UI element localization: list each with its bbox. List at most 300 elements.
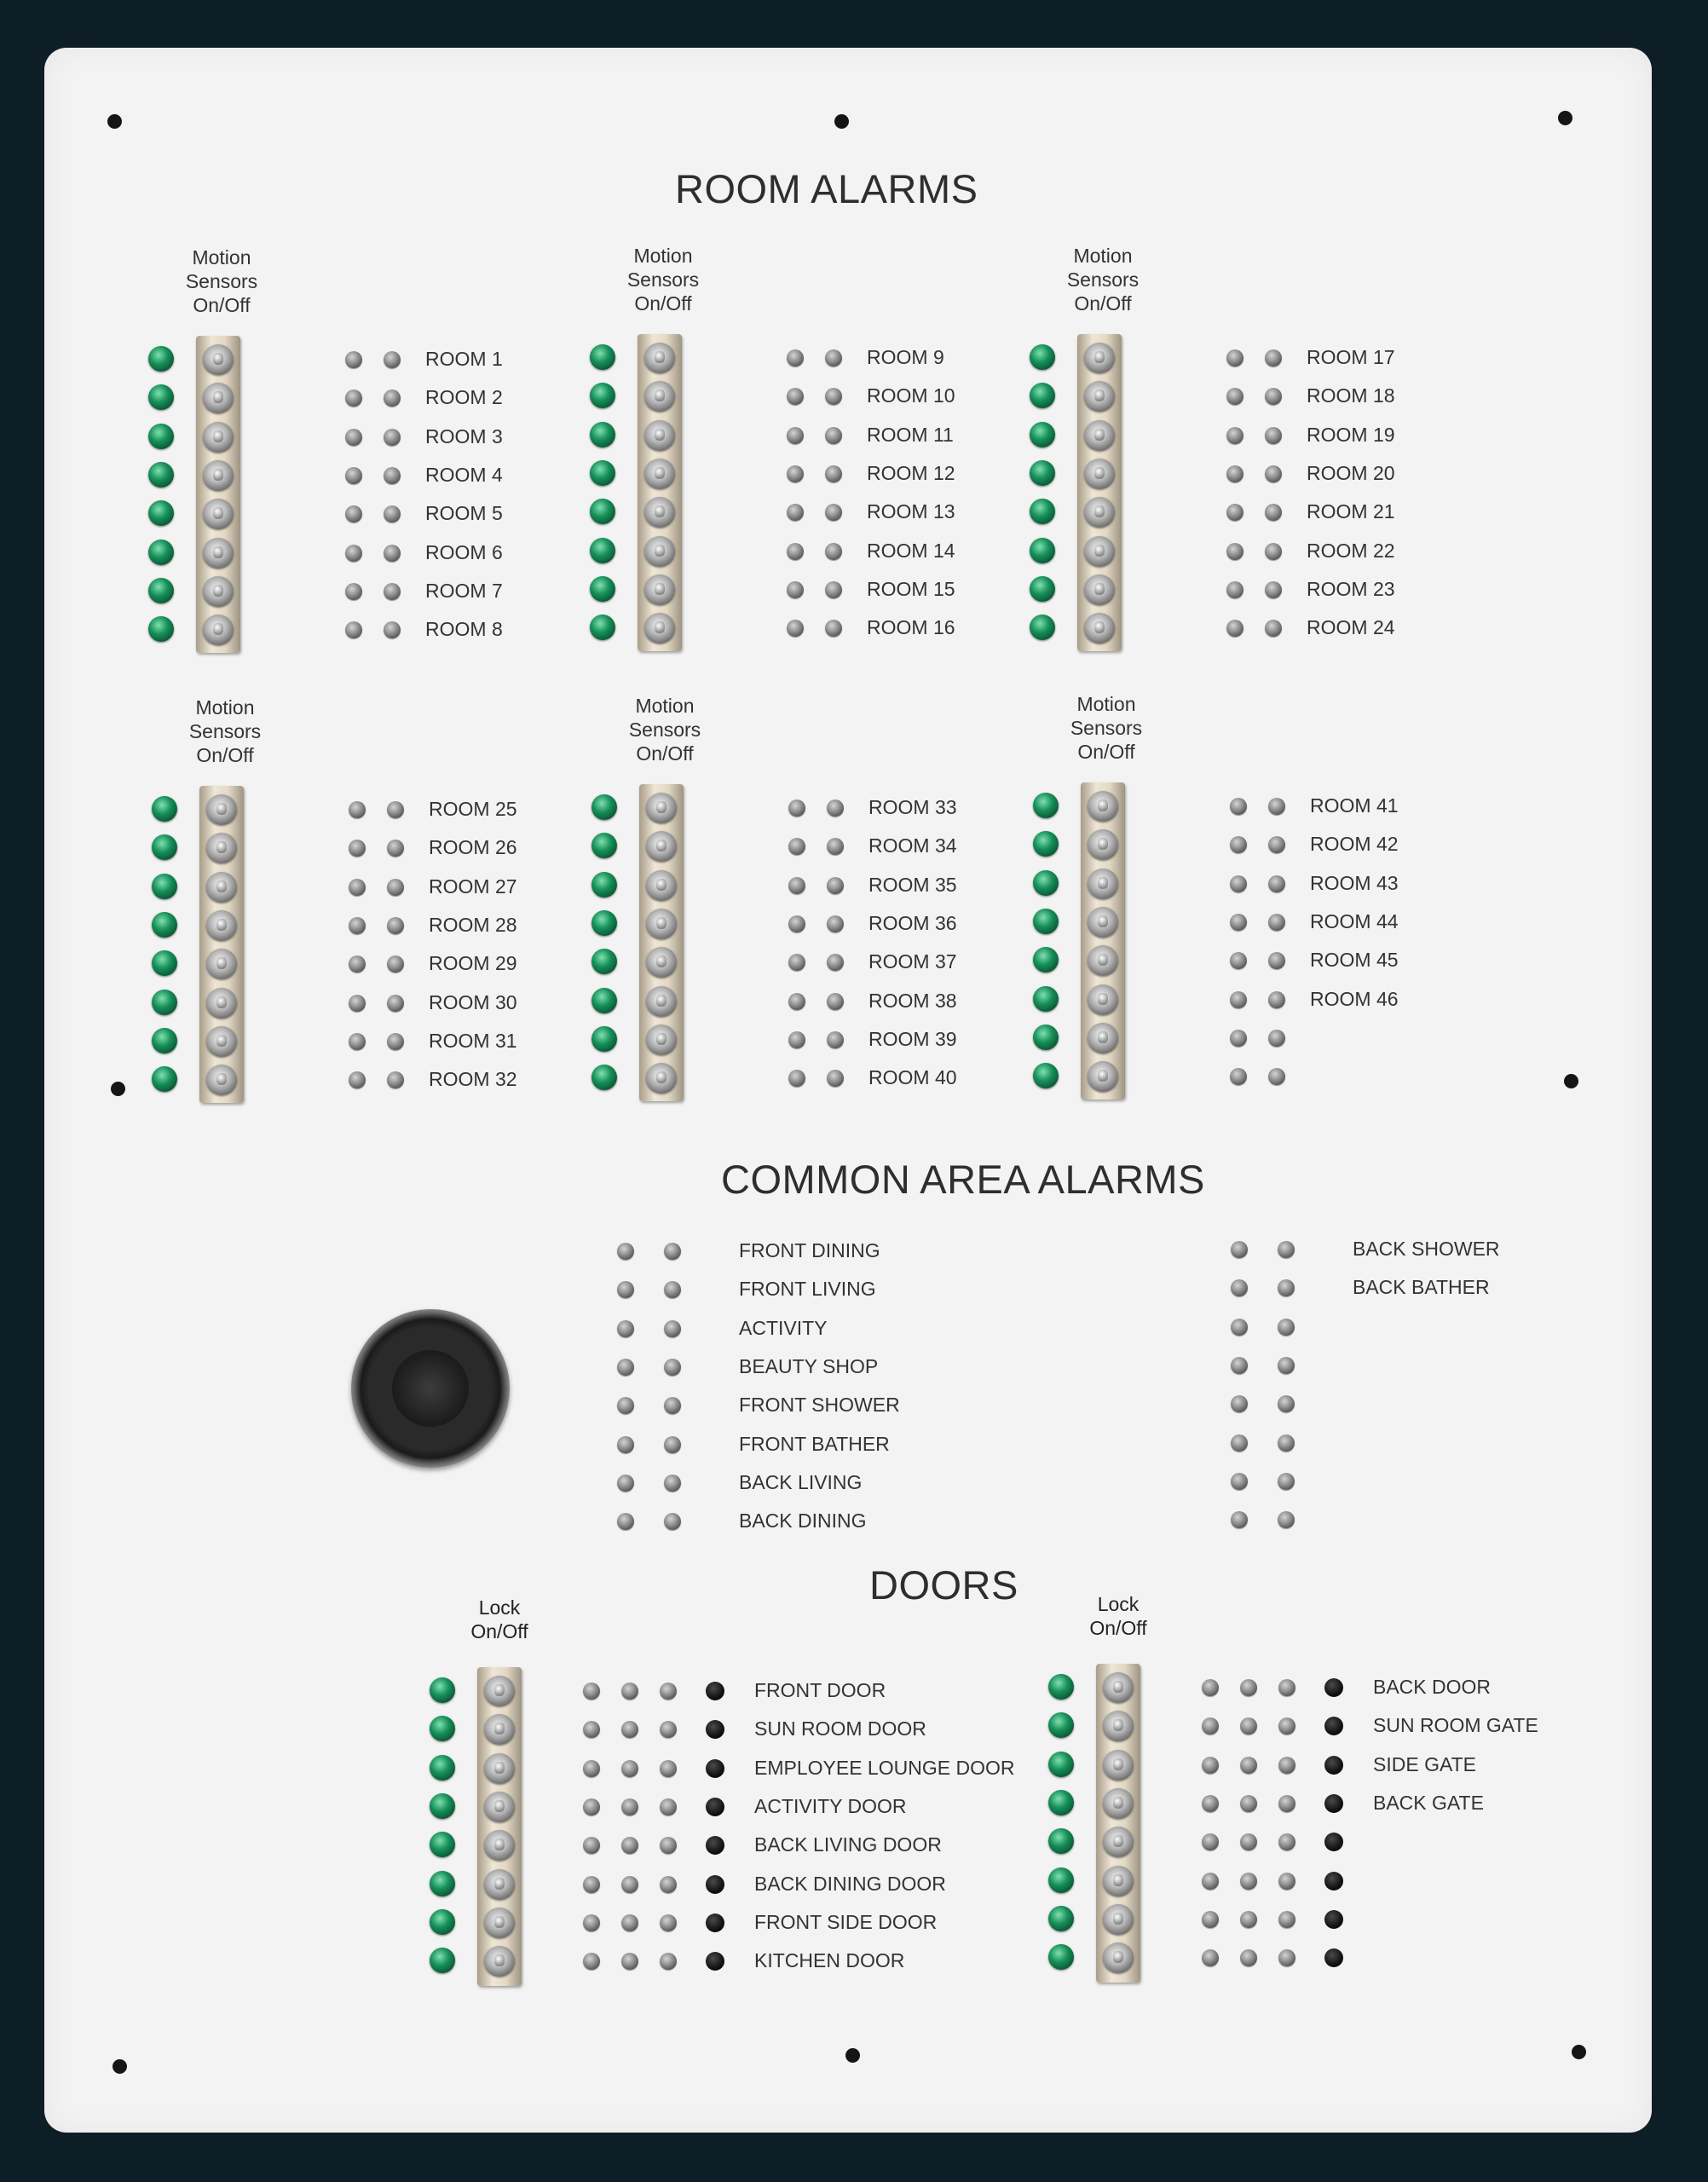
toggle-switch-icon[interactable] xyxy=(484,1792,515,1822)
toggle-switch-icon[interactable] xyxy=(484,1753,515,1784)
door-status-led xyxy=(1324,1717,1343,1735)
room-label: ROOM 42 xyxy=(1310,833,1399,856)
alarm-led xyxy=(349,1033,366,1050)
alarm-led xyxy=(1278,1511,1295,1528)
status-led-green xyxy=(1048,1828,1074,1854)
alarm-led xyxy=(349,995,366,1012)
alarm-led xyxy=(617,1359,634,1376)
room-label: ROOM 31 xyxy=(429,1029,517,1052)
common-area-label: ACTIVITY xyxy=(739,1316,828,1339)
status-led-green xyxy=(1048,1944,1074,1970)
door-led xyxy=(1240,1795,1257,1812)
alarm-led xyxy=(387,840,404,857)
alarm-led xyxy=(1278,1241,1295,1258)
toggle-switch-icon[interactable] xyxy=(1103,1788,1134,1819)
toggle-switch-icon[interactable] xyxy=(646,947,677,978)
status-led-green xyxy=(152,834,177,860)
toggle-switch-icon[interactable] xyxy=(646,793,677,823)
mounting-hole-icon xyxy=(107,114,122,129)
toggle-switch-icon[interactable] xyxy=(206,910,237,941)
alarm-led xyxy=(1226,543,1243,560)
status-led-green xyxy=(1048,1752,1074,1777)
status-led-green xyxy=(1033,1025,1059,1050)
door-led xyxy=(621,1953,638,1970)
status-led-green xyxy=(430,1832,455,1857)
room-label: ROOM 30 xyxy=(429,990,517,1013)
door-led xyxy=(621,1721,638,1738)
status-led-green xyxy=(1033,793,1059,818)
common-area-label: BACK LIVING xyxy=(739,1470,863,1493)
door-status-led xyxy=(1324,1678,1343,1697)
status-led-green xyxy=(591,794,617,820)
alarm-led xyxy=(617,1397,634,1414)
alarm-led xyxy=(787,581,804,598)
alarm-led xyxy=(788,993,805,1010)
room-label: ROOM 1 xyxy=(425,348,503,370)
alarm-led xyxy=(1231,1319,1248,1336)
room-label: ROOM 11 xyxy=(867,423,954,446)
door-status-led xyxy=(1324,1910,1343,1929)
alarm-led xyxy=(1265,504,1282,521)
door-led xyxy=(583,1721,600,1738)
alarm-led xyxy=(1230,952,1247,969)
doors-title: DOORS xyxy=(869,1562,1018,1608)
alarm-led xyxy=(1278,1279,1295,1296)
toggle-switch-icon[interactable] xyxy=(646,870,677,901)
toggle-switch-icon[interactable] xyxy=(203,499,234,529)
door-label: SUN ROOM DOOR xyxy=(754,1717,926,1740)
door-status-led xyxy=(706,1759,724,1778)
toggle-switch-icon[interactable] xyxy=(646,831,677,862)
toggle-switch-icon[interactable] xyxy=(1088,791,1118,822)
alarm-led xyxy=(1230,914,1247,931)
alarm-led xyxy=(1265,349,1282,367)
alarm-led xyxy=(1231,1357,1248,1374)
motion-sensors-label: Motion Sensors On/Off xyxy=(626,245,700,315)
toggle-switch-icon[interactable] xyxy=(1088,829,1118,860)
common-area-label: FRONT SHOWER xyxy=(739,1394,900,1417)
door-status-led xyxy=(1324,1872,1343,1890)
alarm-led xyxy=(617,1243,634,1260)
room-alarms-title: ROOM ALARMS xyxy=(675,166,978,211)
status-led-green xyxy=(1030,538,1055,563)
alarm-led xyxy=(827,799,844,817)
door-status-led xyxy=(706,1952,724,1971)
alarm-led xyxy=(827,838,844,855)
alarm-led xyxy=(387,995,404,1012)
alarm-led xyxy=(1226,388,1243,405)
lock-switch-label: Lock On/Off xyxy=(470,1596,528,1642)
toggle-switch-icon[interactable] xyxy=(1088,984,1118,1015)
room-label: ROOM 9 xyxy=(867,346,944,368)
toggle-switch-icon[interactable] xyxy=(206,949,237,979)
toggle-switch-icon[interactable] xyxy=(644,381,675,412)
common-area-label: FRONT DINING xyxy=(739,1239,880,1261)
status-led-green xyxy=(152,990,177,1015)
alarm-led xyxy=(787,349,804,367)
alarm-led xyxy=(387,1033,404,1050)
door-led xyxy=(583,1798,600,1815)
room-label: ROOM 16 xyxy=(867,616,955,639)
door-led xyxy=(1202,1911,1219,1928)
toggle-switch-icon[interactable] xyxy=(1084,574,1115,605)
toggle-switch-icon[interactable] xyxy=(203,460,234,491)
alarm-led xyxy=(1226,465,1243,482)
alarm-led xyxy=(349,955,366,973)
status-led-green xyxy=(152,950,177,976)
alarm-led xyxy=(1231,1511,1248,1528)
alarm-led xyxy=(384,390,401,407)
alarm-led xyxy=(1278,1434,1295,1452)
toggle-switch-plate xyxy=(1077,334,1122,651)
toggle-switch-icon[interactable] xyxy=(1084,536,1115,567)
alarm-led xyxy=(827,877,844,894)
alarm-led xyxy=(1278,1473,1295,1490)
alarm-led xyxy=(387,879,404,896)
door-led xyxy=(621,1876,638,1893)
room-label: ROOM 8 xyxy=(425,618,503,641)
door-led xyxy=(583,1683,600,1700)
alarm-led xyxy=(345,583,362,600)
toggle-switch-icon[interactable] xyxy=(644,536,675,567)
common-area-alarms-title: COMMON AREA ALARMS xyxy=(721,1157,1205,1202)
status-led-green xyxy=(430,1677,455,1703)
motion-sensors-label: Motion Sensors On/Off xyxy=(628,695,701,765)
status-led-green xyxy=(152,796,177,822)
room-label: ROOM 34 xyxy=(868,834,957,857)
alarm-led xyxy=(345,429,362,446)
toggle-switch-icon[interactable] xyxy=(646,909,677,939)
alarm-led xyxy=(1265,388,1282,405)
toggle-switch-icon[interactable] xyxy=(646,1025,677,1055)
toggle-switch-icon[interactable] xyxy=(206,1065,237,1095)
common-area-label: BACK DINING xyxy=(739,1510,867,1533)
status-led-green xyxy=(1033,831,1059,857)
alarm-led xyxy=(827,954,844,971)
mounting-hole-icon xyxy=(1572,2045,1586,2059)
toggle-switch-icon[interactable] xyxy=(484,1946,515,1977)
room-label: ROOM 32 xyxy=(429,1068,517,1091)
status-led-green xyxy=(591,872,617,898)
alarm-led xyxy=(384,583,401,600)
status-led-green xyxy=(1048,1790,1074,1815)
room-label: ROOM 23 xyxy=(1307,577,1395,600)
toggle-switch-icon[interactable] xyxy=(1103,1942,1134,1973)
alarm-led xyxy=(1268,798,1285,815)
alarm-led xyxy=(787,465,804,482)
alarm-led xyxy=(617,1513,634,1530)
door-label: FRONT DOOR xyxy=(754,1679,886,1701)
toggle-switch-icon[interactable] xyxy=(203,422,234,453)
toggle-switch-icon[interactable] xyxy=(206,1026,237,1057)
alarm-led xyxy=(787,620,804,637)
alarm-led xyxy=(617,1320,634,1337)
toggle-switch-icon[interactable] xyxy=(484,1869,515,1900)
room-label: ROOM 27 xyxy=(429,875,517,898)
door-led xyxy=(583,1914,600,1931)
alarm-led xyxy=(387,955,404,973)
door-led xyxy=(1202,1757,1219,1774)
alarm-led xyxy=(825,465,842,482)
mounting-hole-icon xyxy=(111,1082,125,1096)
toggle-switch-icon[interactable] xyxy=(1088,1023,1118,1053)
room-label: ROOM 3 xyxy=(425,424,503,447)
door-led xyxy=(621,1914,638,1931)
door-led xyxy=(1202,1873,1219,1890)
alarm-led xyxy=(349,879,366,896)
door-led xyxy=(660,1914,677,1931)
door-label: BACK LIVING DOOR xyxy=(754,1833,942,1856)
door-led xyxy=(1240,1679,1257,1696)
alarm-led xyxy=(1265,620,1282,637)
alarm-led xyxy=(788,838,805,855)
status-led-green xyxy=(148,462,174,488)
room-label: ROOM 6 xyxy=(425,540,503,563)
alarm-led xyxy=(1230,798,1247,815)
door-led xyxy=(660,1798,677,1815)
toggle-switch-icon[interactable] xyxy=(1084,497,1115,528)
alarm-led xyxy=(384,467,401,484)
status-led-green xyxy=(1030,383,1055,408)
motion-sensors-label: Motion Sensors On/Off xyxy=(1066,245,1140,315)
toggle-switch-icon[interactable] xyxy=(203,538,234,569)
room-label: ROOM 4 xyxy=(425,463,503,486)
room-label: ROOM 40 xyxy=(868,1066,957,1089)
door-led xyxy=(1278,1757,1295,1774)
alarm-led xyxy=(1278,1357,1295,1374)
motion-sensors-label: Motion Sensors On/Off xyxy=(188,696,262,766)
toggle-switch-icon[interactable] xyxy=(484,1714,515,1745)
alarm-led xyxy=(825,427,842,444)
room-label: ROOM 46 xyxy=(1310,987,1399,1010)
toggle-switch-icon[interactable] xyxy=(1103,1866,1134,1896)
alarm-led xyxy=(827,1070,844,1087)
status-led-green xyxy=(430,1716,455,1741)
toggle-switch-icon[interactable] xyxy=(1103,1711,1134,1741)
door-led xyxy=(1240,1717,1257,1735)
toggle-switch-icon[interactable] xyxy=(484,1908,515,1938)
room-label: ROOM 38 xyxy=(868,989,957,1012)
toggle-switch-icon[interactable] xyxy=(1084,381,1115,412)
door-status-led xyxy=(1324,1794,1343,1813)
status-led-green xyxy=(591,1026,617,1052)
alarm-led xyxy=(664,1475,681,1492)
toggle-switch-icon[interactable] xyxy=(644,574,675,605)
status-led-green xyxy=(152,912,177,938)
toggle-switch-icon[interactable] xyxy=(206,872,237,903)
toggle-switch-icon[interactable] xyxy=(203,615,234,645)
room-label: ROOM 21 xyxy=(1307,500,1395,523)
toggle-switch-icon[interactable] xyxy=(644,613,675,644)
alarm-led xyxy=(1231,1241,1248,1258)
common-area-label: FRONT BATHER xyxy=(739,1432,890,1455)
door-led xyxy=(1278,1795,1295,1812)
status-led-green xyxy=(148,346,174,372)
room-label: ROOM 7 xyxy=(425,579,503,602)
room-label: ROOM 10 xyxy=(867,384,955,407)
status-led-green xyxy=(148,578,174,603)
toggle-switch-icon[interactable] xyxy=(484,1830,515,1861)
status-led-green xyxy=(430,1909,455,1935)
door-led xyxy=(1240,1911,1257,1928)
toggle-switch-icon[interactable] xyxy=(1084,343,1115,373)
toggle-switch-icon[interactable] xyxy=(1088,945,1118,976)
toggle-switch-icon[interactable] xyxy=(203,344,234,375)
alarm-led xyxy=(1230,836,1247,853)
status-led-green xyxy=(1048,1867,1074,1893)
alarm-led xyxy=(825,388,842,405)
alarm-led xyxy=(1226,620,1243,637)
alarm-led xyxy=(825,581,842,598)
status-led-green xyxy=(148,384,174,410)
alarm-led xyxy=(384,351,401,368)
toggle-switch-icon[interactable] xyxy=(1103,1672,1134,1703)
status-led-green xyxy=(590,460,615,486)
room-label: ROOM 39 xyxy=(868,1027,957,1050)
door-status-led xyxy=(1324,1948,1343,1967)
toggle-switch-icon[interactable] xyxy=(1103,1750,1134,1781)
door-label: EMPLOYEE LOUNGE DOOR xyxy=(754,1756,1015,1779)
alarm-led xyxy=(1268,991,1285,1008)
toggle-switch-icon[interactable] xyxy=(1088,1061,1118,1092)
status-led-green xyxy=(590,538,615,563)
status-led-green xyxy=(1030,499,1055,524)
door-label: BACK DINING DOOR xyxy=(754,1872,946,1895)
alarm-led xyxy=(345,351,362,368)
status-led-green xyxy=(590,499,615,524)
door-led xyxy=(621,1683,638,1700)
alarm-led xyxy=(664,1397,681,1414)
room-label: ROOM 41 xyxy=(1310,794,1399,817)
status-led-green xyxy=(591,988,617,1013)
alarm-panel xyxy=(44,48,1652,2133)
alarm-led xyxy=(664,1513,681,1530)
mounting-hole-icon xyxy=(1558,111,1572,125)
alarm-led xyxy=(349,801,366,818)
status-led-green xyxy=(148,424,174,449)
room-label: ROOM 29 xyxy=(429,952,517,975)
alarm-led xyxy=(345,505,362,522)
status-led-green xyxy=(1048,1674,1074,1700)
alarm-led xyxy=(825,543,842,560)
alarm-led xyxy=(827,993,844,1010)
toggle-switch-icon[interactable] xyxy=(1084,613,1115,644)
door-led xyxy=(1278,1873,1295,1890)
alarm-led xyxy=(1230,991,1247,1008)
toggle-switch-icon[interactable] xyxy=(1084,459,1115,489)
door-led xyxy=(1202,1679,1219,1696)
alarm-led xyxy=(827,915,844,932)
toggle-switch-icon[interactable] xyxy=(1103,1904,1134,1935)
alarm-led xyxy=(1231,1279,1248,1296)
toggle-switch-icon[interactable] xyxy=(1103,1827,1134,1857)
alarm-led xyxy=(384,505,401,522)
alarm-led xyxy=(1268,1068,1285,1085)
toggle-switch-icon[interactable] xyxy=(206,833,237,863)
toggle-switch-icon[interactable] xyxy=(644,497,675,528)
alarm-led xyxy=(788,1070,805,1087)
toggle-switch-icon[interactable] xyxy=(203,576,234,607)
status-led-green xyxy=(590,422,615,447)
alarm-led xyxy=(664,1320,681,1337)
status-led-green xyxy=(148,616,174,642)
alarm-led xyxy=(384,429,401,446)
room-label: ROOM 13 xyxy=(867,500,955,523)
room-label: ROOM 43 xyxy=(1310,871,1399,894)
status-led-green xyxy=(1048,1906,1074,1931)
door-led xyxy=(1240,1757,1257,1774)
door-label: ACTIVITY DOOR xyxy=(754,1794,907,1817)
alarm-led xyxy=(825,504,842,521)
alarm-led xyxy=(1231,1395,1248,1412)
door-led xyxy=(660,1721,677,1738)
alarm-led xyxy=(787,504,804,521)
status-led-green xyxy=(591,1065,617,1090)
toggle-switch-plate xyxy=(638,334,682,651)
room-label: ROOM 37 xyxy=(868,950,957,973)
alarm-led xyxy=(1230,1068,1247,1085)
status-led-green xyxy=(590,615,615,640)
mounting-hole-icon xyxy=(113,2059,127,2074)
toggle-switch-icon[interactable] xyxy=(1088,869,1118,899)
status-led-green xyxy=(1030,422,1055,447)
toggle-switch-icon[interactable] xyxy=(644,343,675,373)
alarm-led xyxy=(617,1281,634,1298)
toggle-switch-icon[interactable] xyxy=(646,1063,677,1094)
room-label: ROOM 14 xyxy=(867,539,955,562)
toggle-switch-icon[interactable] xyxy=(646,986,677,1017)
door-label: KITCHEN DOOR xyxy=(754,1949,905,1972)
door-led xyxy=(621,1837,638,1854)
door-led xyxy=(583,1837,600,1854)
door-led xyxy=(583,1876,600,1893)
motion-sensors-label: Motion Sensors On/Off xyxy=(1070,693,1143,763)
toggle-switch-icon[interactable] xyxy=(644,420,675,451)
toggle-switch-plate xyxy=(1081,782,1125,1100)
alarm-led xyxy=(1226,504,1243,521)
door-status-led xyxy=(1324,1756,1343,1775)
toggle-switch-icon[interactable] xyxy=(484,1676,515,1706)
alarm-led xyxy=(349,840,366,857)
door-led xyxy=(1240,1873,1257,1890)
status-led-green xyxy=(1033,986,1059,1012)
door-led xyxy=(1278,1833,1295,1850)
mounting-hole-icon xyxy=(834,114,849,129)
status-led-green xyxy=(1033,1063,1059,1088)
status-led-green xyxy=(590,576,615,602)
toggle-switch-icon[interactable] xyxy=(644,459,675,489)
door-status-led xyxy=(706,1875,724,1894)
room-label: ROOM 45 xyxy=(1310,949,1399,972)
alarm-led xyxy=(345,545,362,562)
alarm-led xyxy=(1226,349,1243,367)
mounting-hole-icon xyxy=(1564,1074,1578,1088)
alarm-led xyxy=(788,799,805,817)
toggle-switch-icon[interactable] xyxy=(1088,907,1118,938)
toggle-switch-icon[interactable] xyxy=(206,794,237,825)
door-led xyxy=(660,1760,677,1777)
toggle-switch-icon[interactable] xyxy=(203,383,234,413)
status-led-green xyxy=(1030,615,1055,640)
toggle-switch-icon[interactable] xyxy=(1084,420,1115,451)
alarm-led xyxy=(788,877,805,894)
alarm-led xyxy=(349,1071,366,1088)
door-led xyxy=(1278,1679,1295,1696)
status-led-green xyxy=(1048,1712,1074,1738)
toggle-switch-icon[interactable] xyxy=(206,988,237,1019)
status-led-green xyxy=(1030,344,1055,370)
alarm-led xyxy=(1268,914,1285,931)
